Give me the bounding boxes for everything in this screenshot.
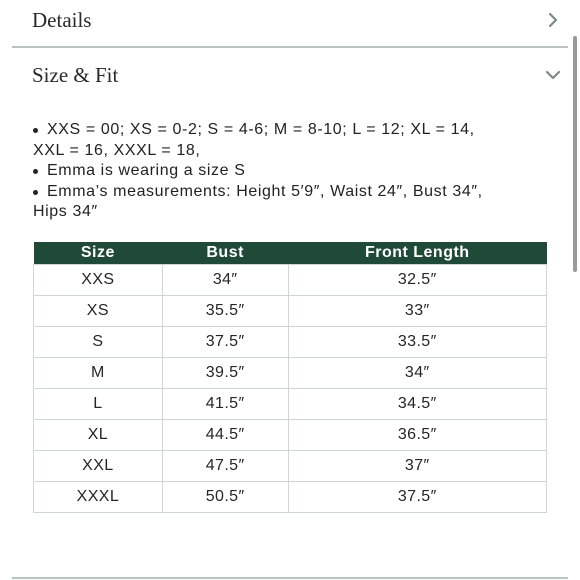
column-header-front-length: Front Length bbox=[288, 242, 546, 265]
list-item bbox=[33, 182, 553, 223]
size-cell: XL bbox=[34, 420, 163, 451]
bust-cell: 34″ bbox=[162, 265, 288, 296]
table-row bbox=[34, 327, 547, 358]
bust-cell: 37.5″ bbox=[162, 327, 288, 358]
bust-cell: 50.5″ bbox=[162, 482, 288, 513]
front-length-cell: 34″ bbox=[288, 358, 546, 389]
size-mapping-line-2: XXL = 16, XXXL = 18, bbox=[33, 141, 201, 159]
size-fit-title: Size & Fit bbox=[32, 62, 119, 87]
size-cell: XXS bbox=[34, 265, 163, 296]
chevron-down-icon bbox=[542, 64, 564, 86]
table-header-row bbox=[34, 242, 547, 265]
front-length-cell: 33.5″ bbox=[288, 327, 546, 358]
table-row bbox=[34, 389, 547, 420]
divider bbox=[12, 46, 568, 48]
size-mapping-line-1: XXS = 00; XS = 0-2; S = 4-6; M = 8-10; L = 12; XL = 14, bbox=[47, 121, 475, 138]
size-chart-table bbox=[33, 242, 547, 513]
divider bbox=[12, 577, 568, 579]
front-length-cell: 36.5″ bbox=[288, 420, 546, 451]
column-header-size: Size bbox=[34, 242, 163, 265]
front-length-cell: 37″ bbox=[288, 451, 546, 482]
table-row bbox=[34, 358, 547, 389]
bust-cell: 35.5″ bbox=[162, 296, 288, 327]
bust-cell: 44.5″ bbox=[162, 420, 288, 451]
chevron-right-icon bbox=[542, 9, 564, 31]
size-cell: M bbox=[34, 358, 163, 389]
table-row bbox=[34, 420, 547, 451]
model-measurements-line-2: Hips 34″ bbox=[33, 203, 98, 220]
table-row bbox=[34, 265, 547, 296]
column-header-bust: Bust bbox=[162, 242, 288, 265]
size-cell: L bbox=[34, 389, 163, 420]
table-row bbox=[34, 482, 547, 513]
front-length-cell: 37.5″ bbox=[288, 482, 546, 513]
size-cell: XXXL bbox=[34, 482, 163, 513]
bust-cell: 39.5″ bbox=[162, 358, 288, 389]
table-row bbox=[34, 296, 547, 327]
bust-cell: 41.5″ bbox=[162, 389, 288, 420]
model-measurements-line-1: Emma’s measurements: Height 5′9″, Waist 24″, Bust 34″, bbox=[47, 182, 483, 200]
size-cell: XS bbox=[34, 296, 163, 327]
bust-cell: 47.5″ bbox=[162, 451, 288, 482]
details-title: Details bbox=[32, 7, 92, 32]
list-item bbox=[33, 161, 553, 182]
front-length-cell: 32.5″ bbox=[288, 265, 546, 296]
size-notes-list bbox=[33, 120, 553, 223]
front-length-cell: 34.5″ bbox=[288, 389, 546, 420]
list-item bbox=[33, 120, 553, 161]
size-fit-accordion-header[interactable] bbox=[12, 59, 568, 91]
size-cell: XXL bbox=[34, 451, 163, 482]
size-cell: S bbox=[34, 327, 163, 358]
details-accordion-header[interactable] bbox=[12, 4, 568, 36]
front-length-cell: 33″ bbox=[288, 296, 546, 327]
model-size-text: Emma is wearing a size S bbox=[47, 162, 246, 179]
table-row bbox=[34, 451, 547, 482]
scrollbar[interactable] bbox=[573, 36, 577, 272]
